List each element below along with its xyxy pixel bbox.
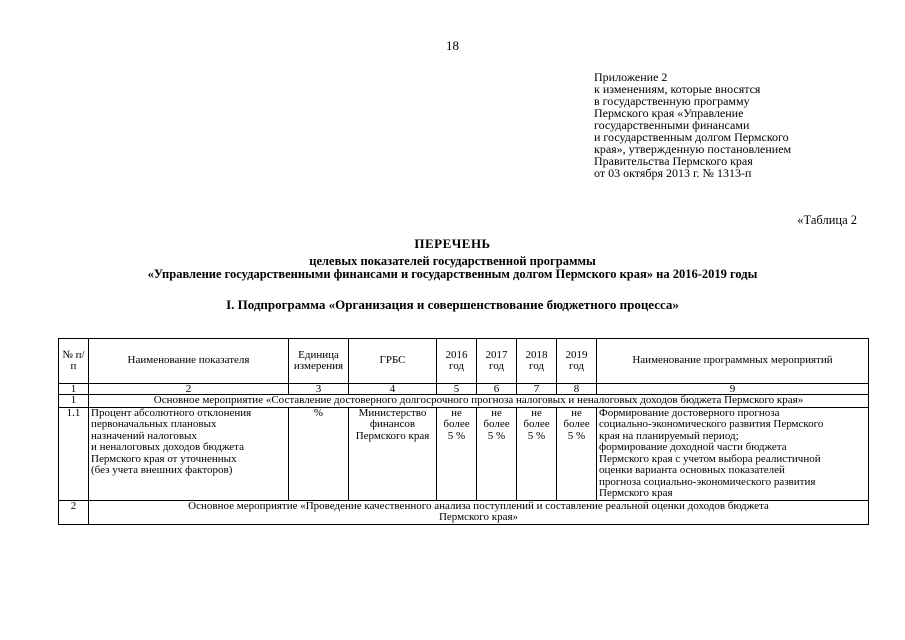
cell-line: назначений налоговых	[91, 429, 197, 442]
appendix-line: края», утвержденную постановлением	[594, 142, 792, 156]
column-number: 8	[557, 384, 597, 395]
header-cell: 2018 год	[517, 339, 557, 384]
main-activity-cell: Основное мероприятие «Составление достоверного долгосрочного прогноза налоговых и неналоговых доходов бюджета Пермского края»	[89, 395, 869, 408]
cell-line: Пермского края от уточненных	[91, 452, 237, 465]
cell-line: более	[483, 418, 510, 430]
appendix-line: и государственным долгом Пермского	[594, 130, 789, 144]
year-2017-cell	[477, 407, 517, 500]
cell-line: более	[443, 418, 470, 430]
indicators-table	[58, 338, 869, 525]
header-cell: 2016 год	[437, 339, 477, 384]
table-note: «Таблица 2	[797, 213, 857, 227]
column-number: 4	[349, 384, 437, 395]
cell-line: Основное мероприятие «Проведение качественного анализа поступлений и составление реальной оценки доходов бюджета	[188, 499, 769, 512]
year-2018-cell	[517, 407, 557, 500]
document-subtitle	[0, 255, 905, 281]
cell-line: оценки варианта основных показателей	[599, 464, 785, 476]
column-number: 9	[597, 384, 869, 395]
row-number: 1	[59, 395, 89, 408]
program-measures-cell	[597, 407, 869, 500]
document-title: ПЕРЕЧЕНЬ	[414, 236, 491, 251]
appendix-line: в государственную программу	[594, 94, 750, 108]
appendix-line: Правительства Пермского края	[594, 154, 753, 168]
cell-line: Процент абсолютного отклонения	[91, 406, 252, 419]
cell-line: края на планируемый период;	[599, 429, 739, 442]
cell-line: не	[451, 406, 462, 419]
table-row	[59, 395, 869, 408]
year-2016-cell	[437, 407, 477, 500]
grbs-cell	[349, 407, 437, 500]
cell-line: не	[571, 406, 582, 419]
cell-line: формирование доходной части бюджета	[599, 441, 787, 453]
table-header-row	[59, 339, 869, 384]
main-activity-cell	[89, 500, 869, 524]
header-cell: 2019 год	[557, 339, 597, 384]
column-number: 7	[517, 384, 557, 395]
header-cell: Наименование программных мероприятий	[597, 339, 869, 384]
cell-line: социально-экономического развития Пермского	[599, 418, 824, 430]
subtitle-line: целевых показателей государственной программы	[309, 254, 596, 268]
appendix-line: государственными финансами	[594, 118, 750, 132]
column-number-row	[59, 384, 869, 395]
appendix-note	[594, 71, 884, 179]
cell-line: 5 %	[447, 429, 466, 442]
cell-line: Пермского края	[355, 429, 430, 442]
cell-line: не	[491, 406, 502, 419]
appendix-line: от 03 октября 2013 г. № 1313-п	[594, 166, 752, 180]
header-cell: № п/п	[59, 339, 89, 384]
header-cell: Единица измерения	[289, 339, 349, 384]
header-cell: Наименование показателя	[89, 339, 289, 384]
cell-line: (без учета внешних факторов)	[91, 464, 233, 476]
appendix-line: Приложение 2	[594, 70, 668, 84]
row-number: 1.1	[59, 407, 89, 500]
cell-line: Пермского края»	[438, 511, 519, 523]
table-row	[59, 407, 869, 500]
indicator-name-cell	[89, 407, 289, 500]
cell-line: 5 %	[527, 429, 546, 442]
year-2019-cell	[557, 407, 597, 500]
column-number: 2	[89, 384, 289, 395]
cell-line: 5 %	[567, 429, 586, 442]
appendix-line: к изменениям, которые вносятся	[594, 82, 761, 96]
cell-line: Пермского края	[599, 487, 673, 499]
section-title: I. Подпрограмма «Организация и совершенствование бюджетного процесса»	[226, 297, 679, 312]
page-number: 18	[446, 38, 459, 53]
cell-line: прогноза социально-экономического развития	[599, 475, 816, 488]
cell-line: Формирование достоверного прогноза	[599, 406, 780, 419]
cell-line: более	[523, 418, 550, 430]
column-number: 6	[477, 384, 517, 395]
column-number: 1	[59, 384, 89, 395]
appendix-line: Пермского края «Управление	[594, 106, 744, 120]
column-number: 5	[437, 384, 477, 395]
cell-line: Пермского края с учетом выбора реалистичной	[599, 452, 821, 465]
cell-line: финансов	[369, 418, 416, 430]
row-number: 2	[59, 500, 89, 524]
cell-line: и неналоговых доходов бюджета	[91, 441, 244, 453]
cell-line: Министерство	[358, 406, 427, 419]
cell-line: не	[531, 406, 542, 419]
cell-line: более	[563, 418, 590, 430]
cell-line: первоначальных плановых	[91, 418, 217, 430]
cell-line: 5 %	[487, 429, 506, 442]
table-row	[59, 500, 869, 524]
header-cell: 2017 год	[477, 339, 517, 384]
unit-cell: %	[289, 407, 349, 500]
header-cell: ГРБС	[349, 339, 437, 384]
column-number: 3	[289, 384, 349, 395]
subtitle-line: «Управление государственными финансами и государственным долгом Пермского края» на 2016-2019 годы	[147, 267, 758, 281]
